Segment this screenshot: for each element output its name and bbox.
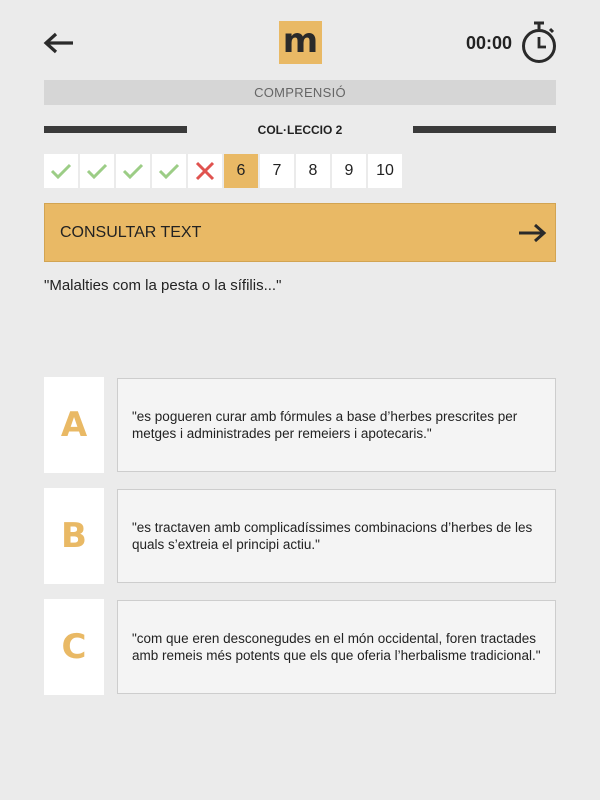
cross-icon (192, 158, 218, 184)
option-text[interactable]: "com que eren desconegudes en el món occidental, foren tractades amb remeis més potents que els que oferia l’herbalisme tradicional." (117, 600, 556, 694)
question-number: 10 (376, 162, 394, 179)
question-number: 7 (272, 162, 282, 179)
question-navigator (44, 154, 402, 188)
consult-text-button[interactable] (44, 203, 556, 262)
check-icon (48, 158, 74, 184)
question-nav-item[interactable] (44, 154, 78, 188)
option-letter[interactable]: B (44, 488, 104, 584)
check-icon (84, 158, 110, 184)
option-letter[interactable]: A (44, 377, 104, 473)
back-button[interactable] (42, 28, 76, 58)
check-icon (120, 158, 146, 184)
section-title-bar (44, 80, 556, 105)
stopwatch-icon (519, 20, 559, 64)
question-nav-item[interactable] (116, 154, 150, 188)
app-logo (279, 21, 322, 64)
answer-option-b[interactable] (44, 488, 556, 584)
question-nav-item[interactable] (152, 154, 186, 188)
question-nav-item[interactable] (296, 154, 330, 188)
answer-option-a[interactable] (44, 377, 556, 473)
arrow-left-icon (42, 28, 76, 58)
question-nav-item[interactable] (368, 154, 402, 188)
arrow-right-icon (517, 222, 547, 244)
logo-letter: m (282, 20, 319, 61)
question-number: 9 (344, 162, 354, 179)
section-title: COMPRENSIÓ (254, 85, 346, 100)
question-text: "Malalties com la pesta o la sífilis..." (44, 277, 282, 294)
stopwatch-button[interactable] (519, 20, 559, 64)
question-nav-item[interactable] (188, 154, 222, 188)
collection-title: COL·LECCIO 2 (257, 123, 343, 137)
option-text[interactable]: "es pogueren curar amb fórmules a base d’herbes prescrites per metges i administrades per remeiers i apotecaris." (117, 378, 556, 472)
divider-right (413, 126, 556, 133)
divider-left (44, 126, 187, 133)
timer-display: 00:00 (466, 33, 513, 53)
question-number: 8 (308, 162, 318, 179)
consult-text-label: CONSULTAR TEXT (60, 223, 202, 241)
option-text[interactable]: "es tractaven amb complicadíssimes combinacions d’herbes de les quals s’extreia el principi actiu." (117, 489, 556, 583)
question-nav-item[interactable] (260, 154, 294, 188)
option-letter[interactable]: C (44, 599, 104, 695)
check-icon (156, 158, 182, 184)
answer-option-c[interactable] (44, 599, 556, 695)
question-nav-item[interactable] (80, 154, 114, 188)
question-nav-item[interactable] (332, 154, 366, 188)
question-number: 6 (236, 162, 246, 179)
question-nav-item[interactable] (224, 154, 258, 188)
